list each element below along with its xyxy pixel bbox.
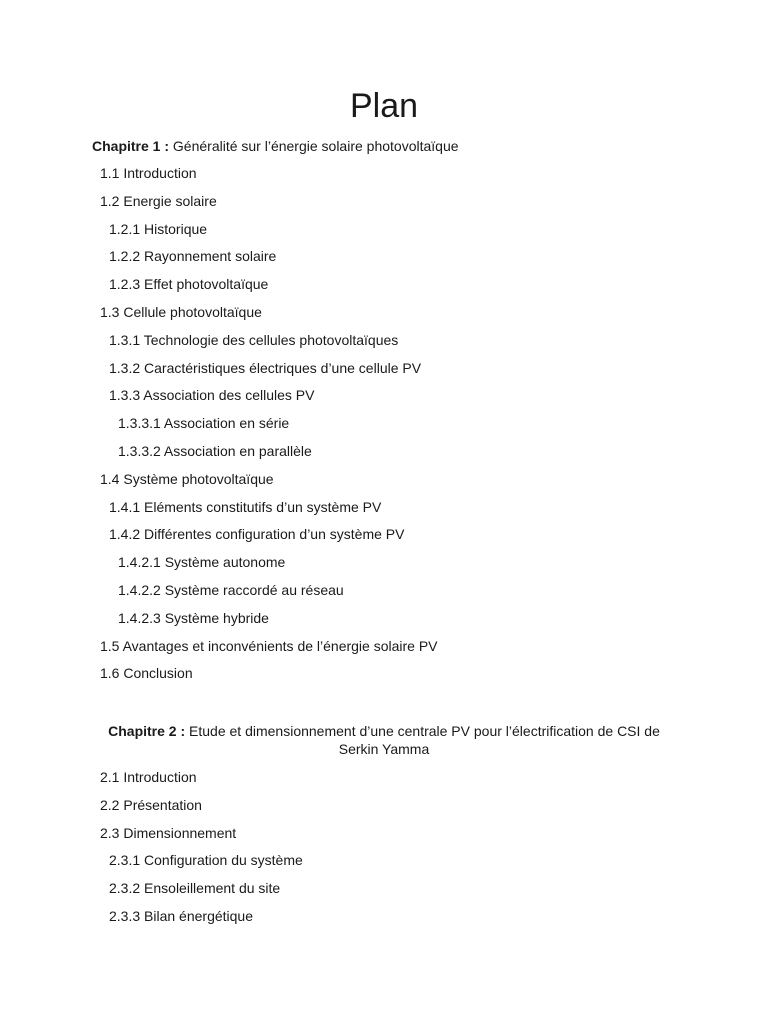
toc-item: 2.2 Présentation (100, 796, 202, 813)
toc-item: 1.3 Cellule photovoltaïque (100, 303, 262, 320)
toc-item: 2.3.2 Ensoleillement du site (109, 880, 281, 897)
toc-item: 1.4.2.1 Système autonome (118, 554, 286, 571)
toc-item: 1.3.3.1 Association en série (118, 415, 290, 432)
toc-item: 1.3.3 Association des cellules PV (109, 387, 315, 404)
toc-item: 1.5 Avantages et inconvénients de l’énergie solaire PV (100, 637, 438, 654)
chapter-2-toc (0, 768, 768, 935)
chapter-2-label: Chapitre 2 : (108, 723, 186, 739)
toc-item: 2.1 Introduction (100, 769, 197, 785)
chapter-2-heading (100, 722, 668, 758)
toc-item: 1.2 Energie solaire (100, 192, 217, 209)
toc-item: 1.1 Introduction (100, 165, 197, 181)
page-title: Plan (349, 87, 419, 125)
toc-item: 1.3.3.2 Association en parallèle (118, 442, 312, 459)
toc-item: 2.3 Dimensionnement (100, 824, 237, 841)
toc-item: 1.4.2 Différentes configuration d’un système PV (109, 526, 405, 543)
toc-item: 1.2.1 Historique (109, 220, 208, 237)
toc-item: 1.2.2 Rayonnement solaire (109, 248, 277, 265)
toc-item: 1.3.2 Caractéristiques électriques d’une cellule PV (109, 359, 422, 376)
toc-item: 1.4.2.2 Système raccordé au réseau (118, 581, 344, 598)
chapter-2-title: Etude et dimensionnement d’une centrale PV pour l’électrification de CSI de Serkin Yamma (185, 723, 660, 757)
toc-item: 1.3.1 Technologie des cellules photovoltaïques (109, 331, 399, 348)
toc-item: 1.4 Système photovoltaïque (100, 470, 274, 487)
chapter-1-heading (92, 137, 459, 155)
toc-item: 1.4.1 Eléments constitutifs d’un système PV (109, 498, 382, 515)
chapter-1-title: Généralité sur l’énergie solaire photovoltaïque (169, 138, 459, 154)
toc-item: 2.3.3 Bilan énergétique (109, 907, 253, 924)
chapter-1-toc (0, 164, 768, 692)
toc-item: 1.4.2.3 Système hybride (118, 609, 269, 626)
toc-item: 1.6 Conclusion (100, 665, 193, 682)
toc-item: 2.3.1 Configuration du système (109, 852, 303, 869)
chapter-1-label: Chapitre 1 : (92, 138, 170, 154)
toc-item: 1.2.3 Effet photovoltaïque (109, 276, 269, 293)
